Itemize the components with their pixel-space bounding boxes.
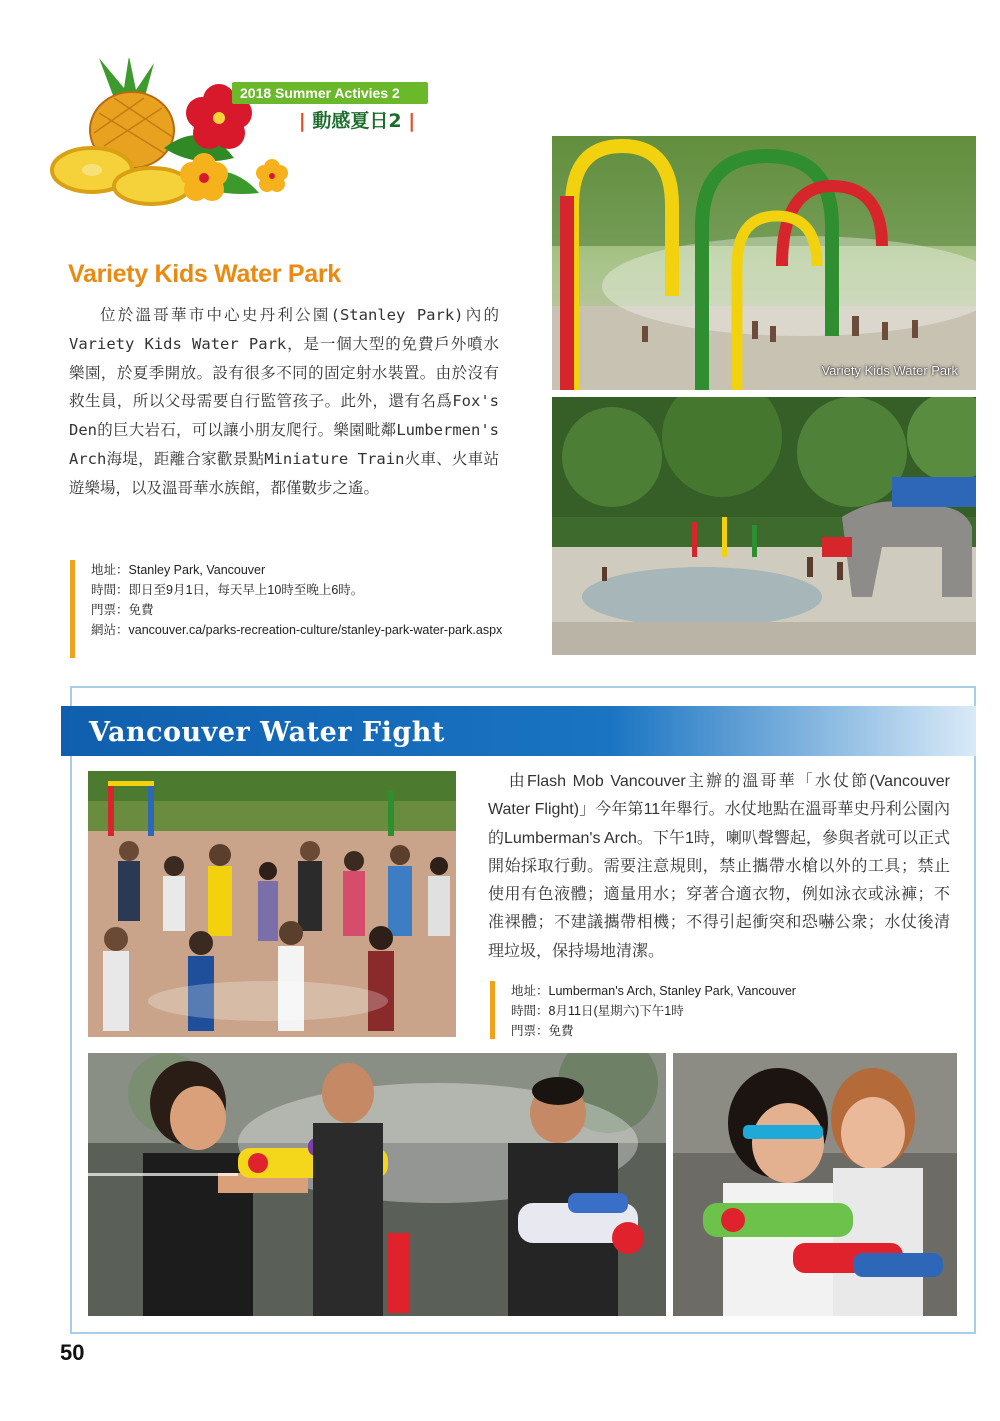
info-value: 即日至9月1日，每天早上10時至晚上6時。: [128, 583, 364, 597]
info-label: 地址：: [91, 563, 129, 577]
water-fight-crowd-photo: [88, 771, 456, 1037]
section1-info-block: [70, 560, 510, 658]
info-value: Stanley Park, Vancouver: [128, 563, 266, 577]
info-label: 時間：: [511, 1004, 549, 1018]
info-value: Lumberman's Arch, Stanley Park, Vancouver: [548, 984, 796, 998]
info-label: 網站：: [91, 623, 129, 637]
header-zh-text: 動感夏日2: [312, 110, 402, 132]
header-tag: 2018 Summer Activies 2: [232, 82, 428, 104]
smiling-girls-photo: [673, 1053, 957, 1316]
section2-body: 由Flash Mob Vancouver主辦的溫哥華「水仗節(Vancouver Water Flight)」今年第11年舉行。水仗地點在溫哥華史丹利公園內的Lumberman's Arch。下午1時，喇叭聲響起，參與者就可以正式開始採取行動。需要注意規則，禁止攜帶水槍以外的工具；禁止使用有色液體；適量用水；穿著合適衣物，例如泳衣或泳褲；不准裸體；不建議攜帶相機；不得引起衝突和恐嚇公衆；水仗後清理垃圾，保持場地清潔。: [488, 773, 950, 960]
info-value: vancouver.ca/parks-recreation-culture/stanley-park-water-park.aspx: [128, 623, 503, 637]
header-zh-title: [286, 106, 428, 136]
header-bar-right: |: [408, 110, 416, 132]
section1-body: 位於溫哥華市中心史丹利公園(Stanley Park)內的Variety Kids Water Park，是一個大型的免費戶外噴水樂園，於夏季開放。設有很多不同的固定射水裝置。由於沒有救生員，所以父母需要自行監管孩子。此外，還有名爲Fox's Den的巨大岩石，可以讓小朋友爬行。樂園毗鄰Lumbermen's Arch海堤，距離合家歡景點Miniature Train火車、火車站遊樂場，以及溫哥華水族館，都僅數步之遙。: [69, 306, 499, 497]
water-park-arches-photo: [552, 136, 976, 390]
page-number: 50: [60, 1340, 85, 1365]
water-park-overview-photo: [552, 397, 976, 655]
header-bar-left: |: [298, 110, 306, 132]
info-row-ticket: [511, 1021, 950, 1041]
info-row-ticket: [91, 600, 510, 620]
section1-title: Variety Kids Water Park: [68, 260, 341, 288]
info-label: 門票：: [91, 603, 129, 617]
info-row-time: [511, 1001, 950, 1021]
section2-info-block: [490, 981, 950, 1039]
pineapple-hibiscus-illustration: [44, 58, 294, 208]
info-label: 門票：: [511, 1024, 549, 1038]
info-row-address: [91, 560, 510, 580]
info-value: 8月11日(星期六)下午1時: [548, 1004, 684, 1018]
photo-caption: Variety Kids Water Park: [821, 363, 958, 378]
section2-title: Vancouver Water Fight: [89, 717, 445, 748]
info-row-address: [511, 981, 950, 1001]
info-value: 免費: [128, 603, 154, 617]
info-label: 地址：: [511, 984, 549, 998]
info-value: 免費: [548, 1024, 574, 1038]
info-row-website: [91, 620, 510, 640]
info-row-time: [91, 580, 510, 600]
info-label: 時間：: [91, 583, 129, 597]
water-gun-fight-photo: [88, 1053, 666, 1316]
